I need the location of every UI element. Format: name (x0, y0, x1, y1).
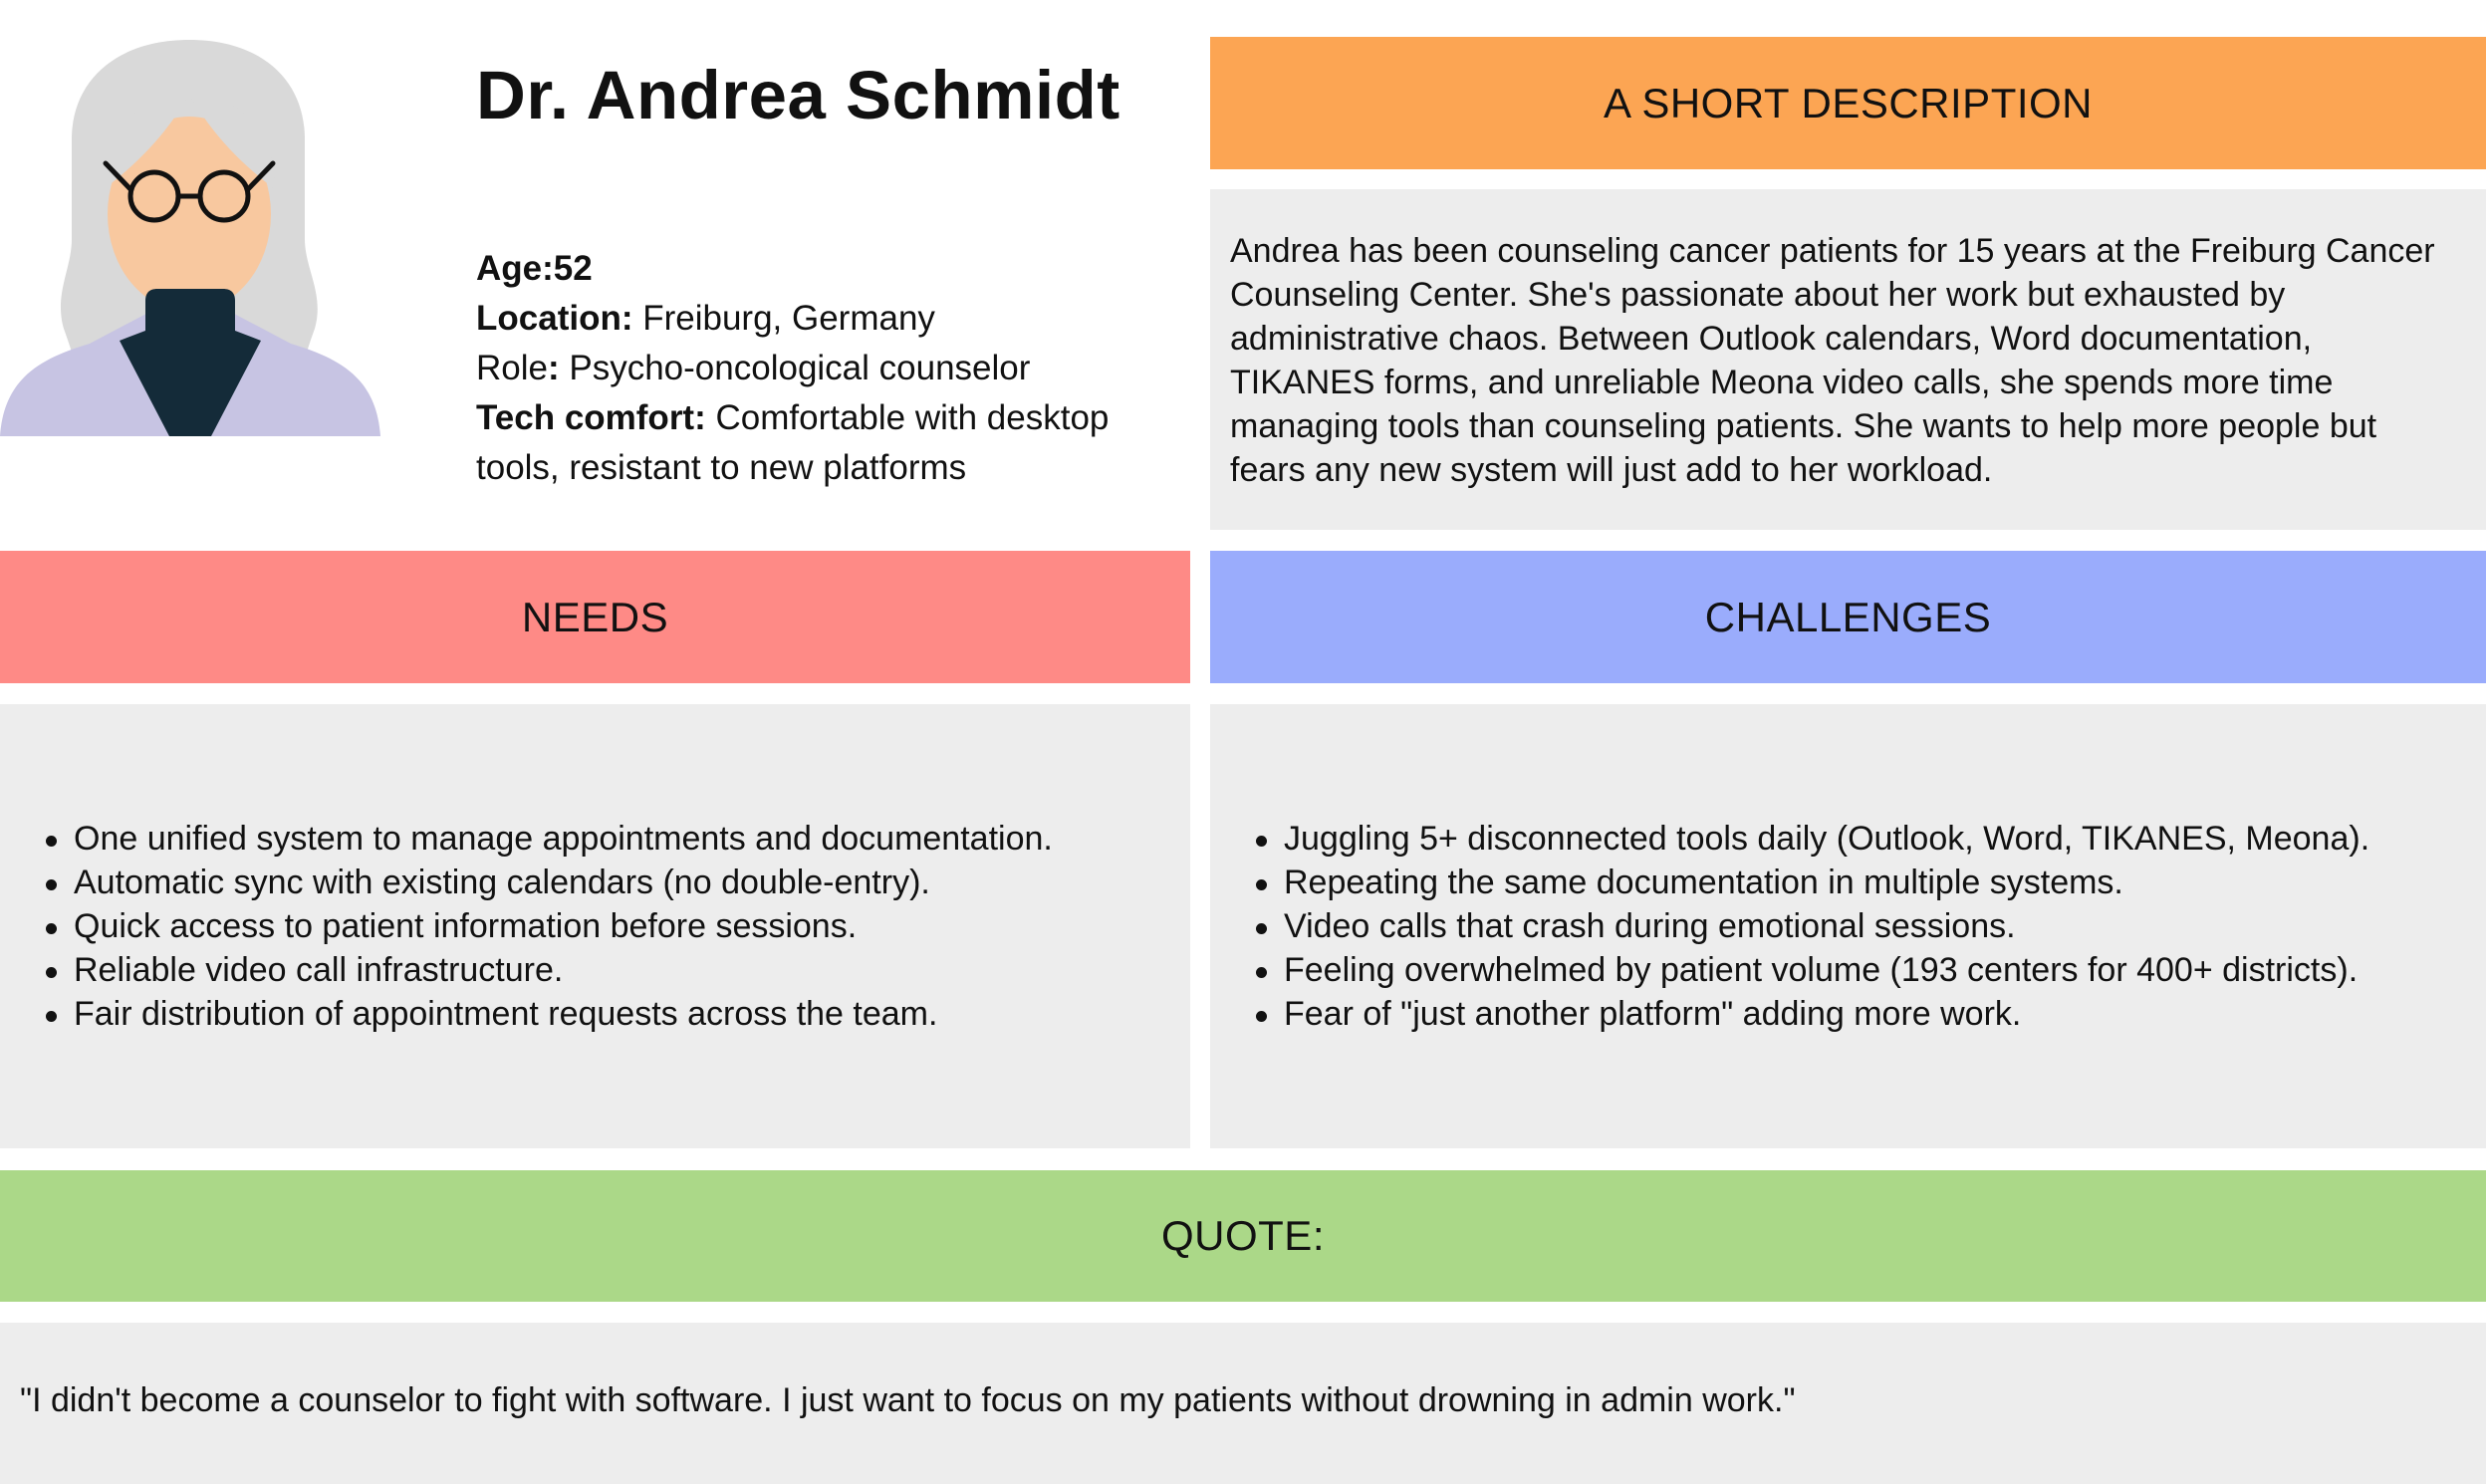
quote-header-label: QUOTE: (1160, 1212, 1325, 1259)
bullet-icon (46, 879, 57, 890)
list-item-text: Automatic sync with existing calendars (no double-entry). (74, 864, 930, 901)
list-item (0, 992, 1053, 1036)
needs-box (0, 704, 1190, 1148)
list-item-text: Feeling overwhelmed by patient volume (193 centers for 400+ districts). (1284, 951, 2359, 989)
bullet-icon (46, 1011, 57, 1022)
list-item (1210, 817, 2369, 861)
bullet-icon (1256, 879, 1267, 890)
list-item-text: Fear of "just another platform" adding more work. (1284, 995, 2022, 1033)
list-item (1210, 992, 2369, 1036)
persona-details (476, 244, 1193, 493)
description-text (1230, 229, 2470, 492)
age-value: 52 (553, 249, 593, 288)
list-item (0, 948, 1053, 992)
description-header (1210, 37, 2486, 169)
quote-box (0, 1323, 2486, 1484)
location-row (476, 294, 1193, 344)
role-value: Psycho-oncological counselor (569, 349, 1031, 387)
list-item-text: Repeating the same documentation in multiple systems. (1284, 864, 2123, 901)
challenges-list (1210, 817, 2369, 1036)
needs-header-label: NEEDS (521, 593, 669, 640)
description-line: fears any new system will just add to her workload. (1230, 451, 1993, 489)
bullet-icon (1256, 836, 1267, 847)
role-row (476, 344, 1193, 393)
challenges-header-label: CHALLENGES (1704, 593, 1992, 640)
bullet-icon (1256, 1011, 1267, 1022)
description-line: managing tools than counseling patients. She wants to help more people but (1230, 407, 2377, 445)
needs-header (0, 551, 1190, 683)
list-item-text: One unified system to manage appointments and documentation. (74, 820, 1053, 858)
bullet-icon (46, 923, 57, 934)
tech-value-line2: tools, resistant to new platforms (476, 448, 967, 487)
tech-row (476, 393, 1193, 443)
bullet-icon (1256, 923, 1267, 934)
role-colon: : (547, 349, 560, 387)
quote-header (0, 1170, 2486, 1302)
list-item (0, 817, 1053, 861)
list-item-text: Fair distribution of appointment requests across the team. (74, 995, 938, 1033)
description-line: administrative chaos. Between Outlook calendars, Word documentation, (1230, 320, 2313, 358)
tech-label: Tech comfort: (476, 398, 706, 437)
description-box (1210, 189, 2486, 530)
location-value: Freiburg, Germany (642, 299, 935, 338)
description-line: Andrea has been counseling cancer patients for 15 years at the Freiburg Cancer (1230, 232, 2435, 270)
age-row (476, 244, 1193, 294)
tech-row-continued (476, 443, 1193, 493)
persona-avatar-icon (0, 40, 380, 438)
description-line: TIKANES forms, and unreliable Meona video calls, she spends more time (1230, 364, 2334, 401)
list-item (1210, 948, 2369, 992)
list-item-text: Quick access to patient information before sessions. (74, 907, 858, 945)
description-line: Counseling Center. She's passionate about her work but exhausted by (1230, 276, 2286, 314)
challenges-box (1210, 704, 2486, 1148)
description-header-label: A SHORT DESCRIPTION (1603, 79, 2094, 126)
tech-value-line1: Comfortable with desktop (715, 398, 1110, 437)
bullet-icon (46, 967, 57, 978)
location-label: Location: (476, 299, 633, 338)
bullet-icon (46, 836, 57, 847)
role-label: Role (476, 349, 548, 387)
challenges-header (1210, 551, 2486, 683)
age-label: Age: (476, 249, 554, 288)
quote-text: "I didn't become a counselor to fight with software. I just want to focus on my patients without drowning in admin work." (20, 1381, 1796, 1419)
list-item-text: Video calls that crash during emotional sessions. (1284, 907, 2016, 945)
bullet-icon (1256, 967, 1267, 978)
list-item (1210, 904, 2369, 948)
list-item-text: Reliable video call infrastructure. (74, 951, 564, 989)
list-item (0, 861, 1053, 904)
persona-name: Dr. Andrea Schmidt (476, 57, 1120, 133)
needs-list (0, 817, 1053, 1036)
list-item-text: Juggling 5+ disconnected tools daily (Outlook, Word, TIKANES, Meona). (1284, 820, 2370, 858)
list-item (1210, 861, 2369, 904)
list-item (0, 904, 1053, 948)
